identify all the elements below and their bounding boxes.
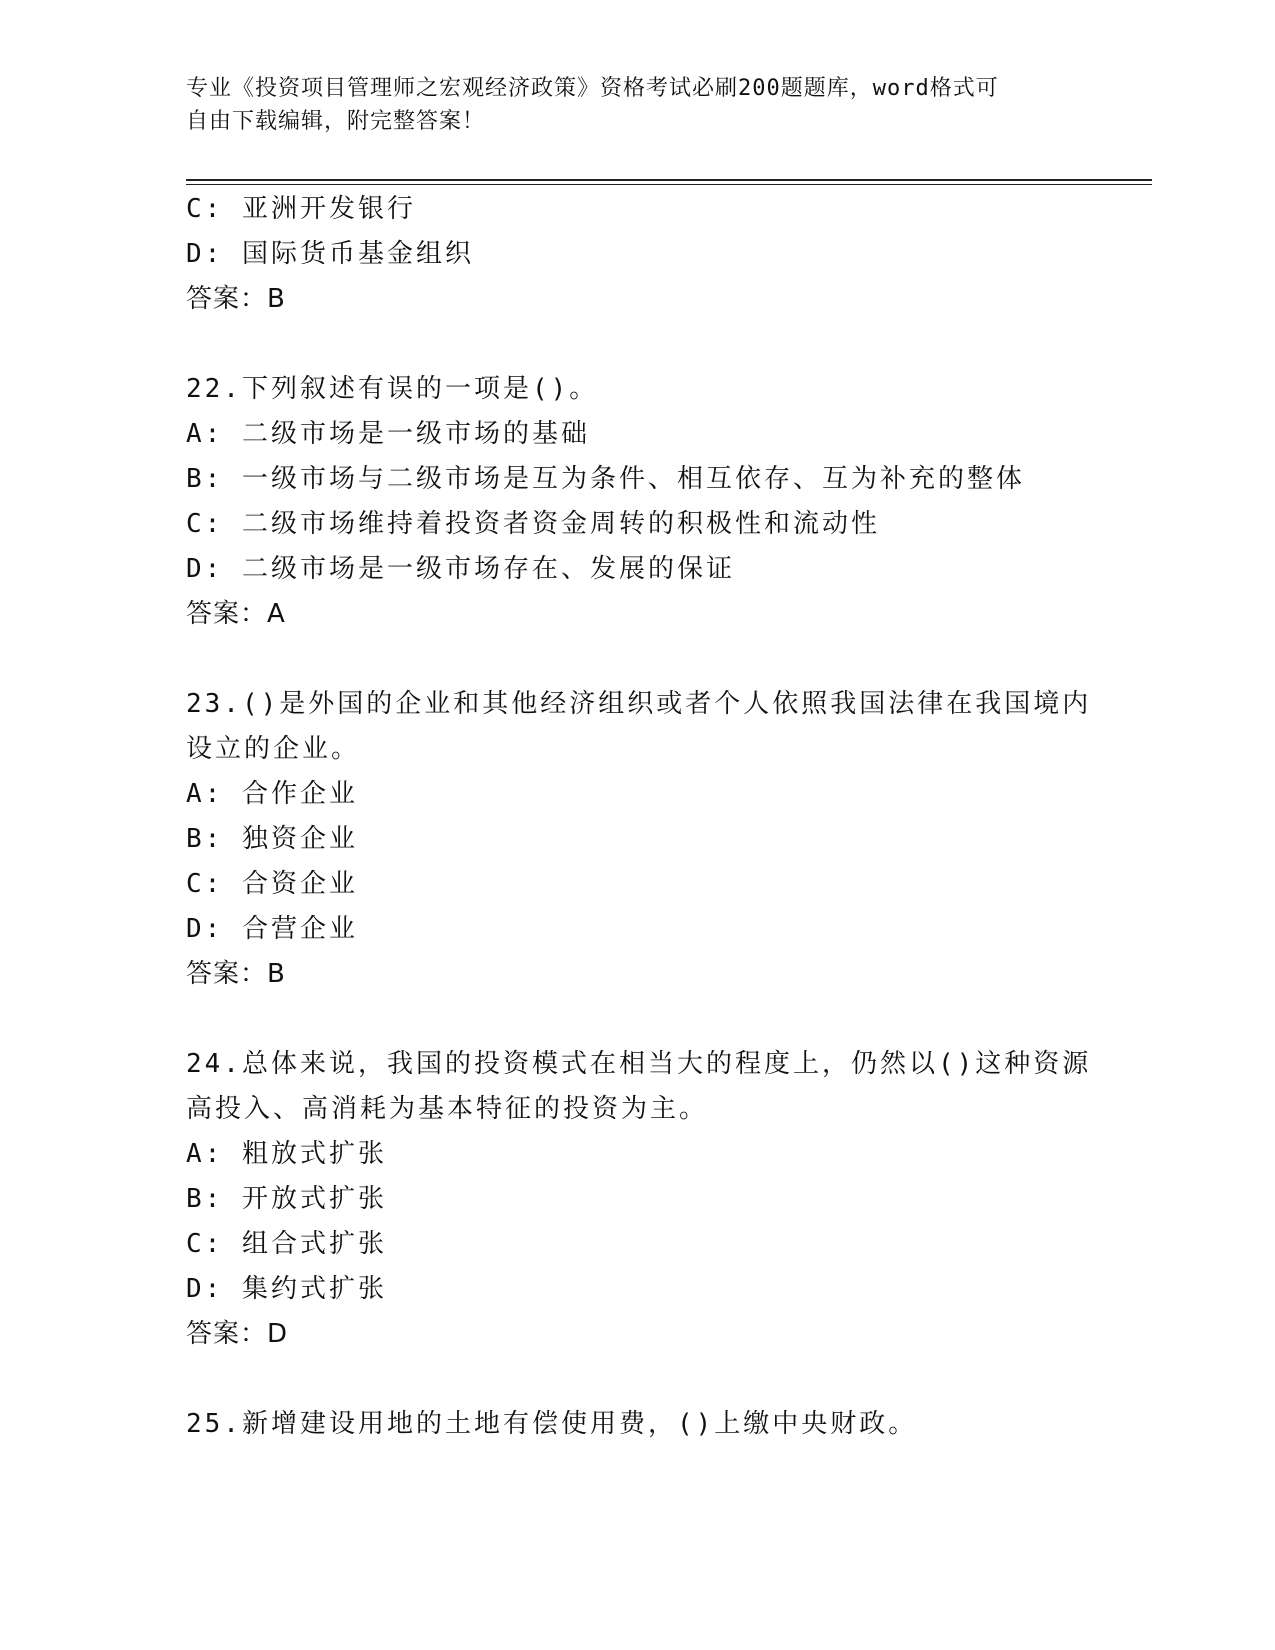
- answer-line: 答案：A: [186, 599, 286, 629]
- option-c: C: 二级市场维持着投资者资金周转的积极性和流动性: [186, 509, 880, 539]
- document-header: [186, 72, 1086, 138]
- question-21-tail: [186, 187, 1086, 322]
- option-c: C: 合资企业: [186, 869, 358, 899]
- option-d: D: 合营企业: [186, 914, 358, 944]
- answer-line: 答案：B: [186, 959, 286, 989]
- spacer: [186, 997, 1086, 1042]
- option-c: C: 组合式扩张: [186, 1229, 387, 1259]
- question-stem-line-2: 设立的企业。: [186, 734, 361, 764]
- question-stem: 22.下列叙述有误的一项是()。: [186, 374, 599, 404]
- header-line-2: 自由下载编辑，附完整答案！: [186, 109, 486, 134]
- spacer: [186, 1357, 1086, 1402]
- answer-line: 答案：B: [186, 284, 286, 314]
- question-stem-line-1: 23.()是外国的企业和其他经济组织或者个人依照我国法律在我国境内: [186, 689, 1092, 719]
- option-c: C: 亚洲开发银行: [186, 194, 416, 224]
- question-24: [186, 1042, 1092, 1357]
- question-25: [186, 1402, 1086, 1447]
- option-d: D: 二级市场是一级市场存在、发展的保证: [186, 554, 735, 584]
- option-b: B: 开放式扩张: [186, 1184, 387, 1214]
- header-line-1: 专业《投资项目管理师之宏观经济政策》资格考试必刷200题题库，word格式可: [186, 76, 999, 101]
- option-d: D: 集约式扩张: [186, 1274, 387, 1304]
- spacer: [186, 637, 1086, 682]
- question-22: [186, 367, 1086, 637]
- question-stem-line-1: 24.总体来说，我国的投资模式在相当大的程度上，仍然以()这种资源: [186, 1049, 1092, 1079]
- spacer: [186, 322, 1086, 367]
- question-list: [186, 187, 1092, 1447]
- option-a: A: 二级市场是一级市场的基础: [186, 419, 590, 449]
- option-a: A: 粗放式扩张: [186, 1139, 387, 1169]
- option-b: B: 一级市场与二级市场是互为条件、相互依存、互为补充的整体: [186, 464, 1025, 494]
- header-divider-thick: [186, 179, 1152, 181]
- question-stem: 25.新增建设用地的土地有偿使用费，()上缴中央财政。: [186, 1409, 918, 1439]
- option-d: D: 国际货币基金组织: [186, 239, 474, 269]
- option-a: A: 合作企业: [186, 779, 358, 809]
- header-divider-thin: [186, 184, 1152, 185]
- question-23: [186, 682, 1092, 997]
- question-stem-line-2: 高投入、高消耗为基本特征的投资为主。: [186, 1094, 709, 1124]
- option-b: B: 独资企业: [186, 824, 358, 854]
- answer-line: 答案：D: [186, 1319, 289, 1349]
